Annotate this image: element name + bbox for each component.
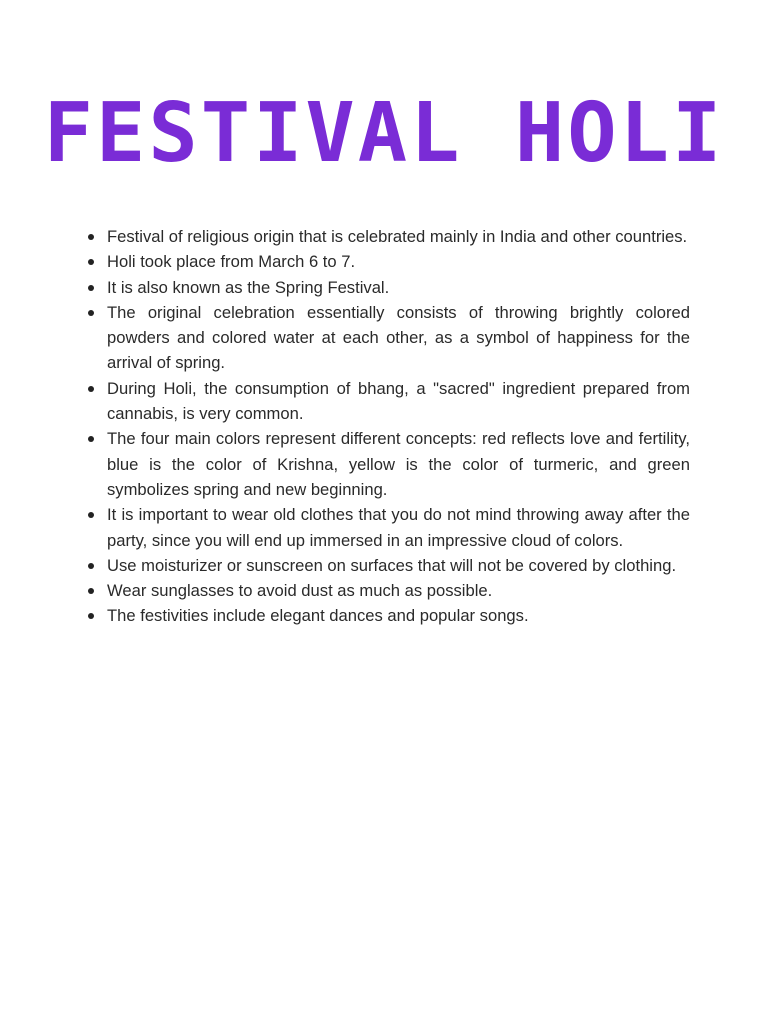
bullet-icon <box>88 563 94 569</box>
bullet-icon <box>88 285 94 291</box>
bullet-icon <box>88 512 94 518</box>
list-item <box>86 603 690 628</box>
list-item <box>86 376 690 427</box>
list-item-text: It is important to wear old clothes that you do not mind throwing away after the party, since you will end up immersed in an impressive cloud of colors. <box>107 505 690 550</box>
list-item-text: It is also known as the Spring Festival. <box>107 277 390 297</box>
list-item-text: During Holi, the consumption of bhang, a "sacred" ingredient prepared from cannabis, is very common. <box>107 378 690 424</box>
list-item <box>86 224 690 249</box>
list-item-text: Festival of religious origin that is celebrated mainly in India and other countries. <box>107 227 688 246</box>
list-item-text: Holi took place from March 6 to 7. <box>107 252 356 272</box>
bullet-icon <box>88 259 94 265</box>
list-item <box>86 578 690 603</box>
bullet-icon <box>88 310 94 316</box>
bullet-icon <box>88 613 94 619</box>
bullet-list <box>86 224 690 629</box>
page-title: FESTIVAL HOLI <box>43 86 725 181</box>
list-item-text: The four main colors represent different concepts: red reflects love and fertility, blue is the color of Krishna, yellow is the color of turmeric, and green symbolizes spring and new beginning. <box>107 429 690 499</box>
list-item-text: The original celebration essentially consists of throwing brightly colored powders and colored water at each other, as a symbol of happiness for the arrival of spring. <box>107 302 690 373</box>
bullet-icon <box>88 436 94 442</box>
list-item <box>86 553 690 578</box>
list-item <box>86 502 690 553</box>
bullet-icon <box>88 386 94 392</box>
list-item <box>86 426 690 502</box>
list-item <box>86 249 690 274</box>
bullet-icon <box>88 234 94 240</box>
list-item <box>86 275 690 300</box>
list-item <box>86 300 690 376</box>
list-item-text: The festivities include elegant dances and popular songs. <box>107 606 529 626</box>
list-item-text: Use moisturizer or sunscreen on surfaces that will not be covered by clothing. <box>107 555 677 575</box>
bullet-icon <box>88 588 94 594</box>
list-item-text: Wear sunglasses to avoid dust as much as possible. <box>107 581 493 601</box>
